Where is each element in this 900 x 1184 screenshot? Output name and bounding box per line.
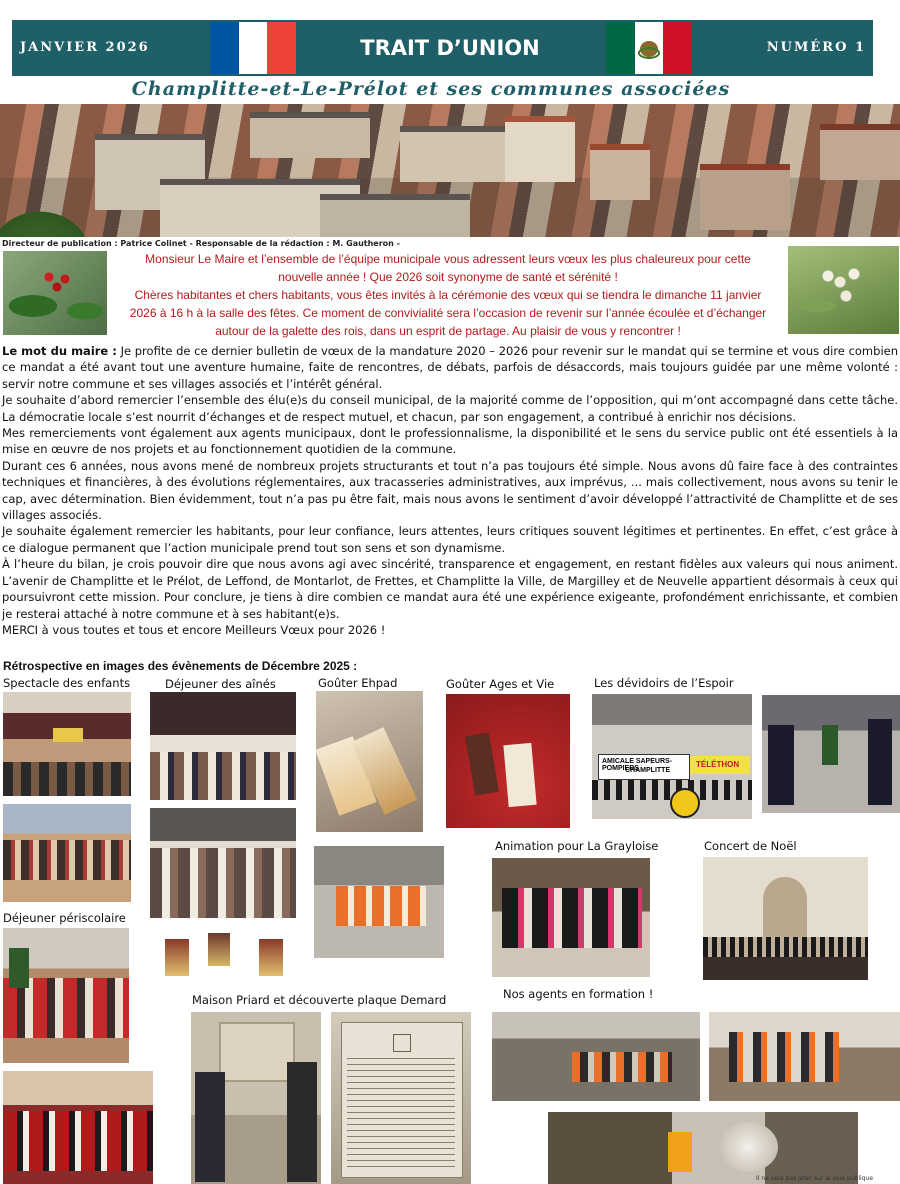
caption-gouter-ehpad: Goûter Ehpad <box>318 676 398 690</box>
photo-gouter-ages-logs <box>446 694 570 828</box>
caption-devidoirs: Les dévidoirs de l’Espoir <box>594 676 734 690</box>
caption-gouter-ages: Goûter Ages et Vie <box>446 677 555 691</box>
newsletter-title: TRAIT D’UNION <box>360 36 540 60</box>
mayor-paragraph: À l’heure du bilan, je crois pouvoir dire que nous avons agi avec sincérité, transparence et engagement, en restant fidèles aux valeurs qui nous animent. L’avenir de Champlitte et le Prélot, de Leffond, de Montarlot, de Frettes, et Champlitte la Ville, de Margilley et de Neuvelle appartient désormais à ceux qui poursuivront cette mission. Pour conclure, je tiens à dire combien ce mandat aura été une expérience exigeante, profondément enrichissante, et combien je resterai attaché à notre commune et à ses habitant(e)s. <box>2 557 898 621</box>
issue-number: NUMÉRO 1 <box>766 40 866 55</box>
photo-dejeuner-aines-stage <box>150 692 296 800</box>
newsletter-subtitle: Champlitte-et-Le-Prélot et ses communes associées <box>131 78 731 100</box>
caption-agents: Nos agents en formation ! <box>503 987 654 1001</box>
mayor-paragraph: Mes remerciements vont également aux agents municipaux, dont le professionnalisme, la disponibilité et le sens du service public ont été essentiels à la mise en œuvre de nos projets et au fonctionnement quotidien de la commune. <box>2 426 898 457</box>
photo-thumbnail <box>165 939 189 976</box>
mayor-paragraph <box>2 343 898 392</box>
retrospective-heading: Rétrospective en images des évènements de Décembre 2025 : <box>3 659 358 673</box>
greeting-line: Chères habitantes et chers habitants, vous êtes invités à la cérémonie des vœux qui se tiendra le dimanche 11 janvier <box>134 288 762 302</box>
caption-periscolaire: Déjeuner périscolaire <box>3 911 126 925</box>
amicale-banner-subtext: CHAMPLITTE <box>625 767 671 774</box>
french-flag-icon <box>210 22 296 74</box>
holly-photo <box>3 251 107 335</box>
photo-agents-formation-1 <box>492 1012 700 1101</box>
mayor-message <box>2 343 898 638</box>
caption-grayloise: Animation pour La Grayloise <box>495 839 659 853</box>
mexican-flag-icon <box>606 22 692 74</box>
greeting-line: Monsieur Le Maire et l’ensemble de l’équipe municipale vous adressent leurs vœux les plus chaleureux pour cette <box>145 252 751 266</box>
photo-spectacle-stage <box>3 692 131 796</box>
mexican-coat-of-arms-icon <box>635 22 664 74</box>
mayor-paragraph: Durant ces 6 années, nous avons mené de nombreux projets structurants et tout n’a pas toujours été simple. Nous avons dû faire face à des contraintes techniques et financières, à des évolutions réglementaires, aux tracasseries administratives, aux imprévus, ... mais collectivement, nous avons su tenir le cap, avec détermination. Bien évidemment, tout n’a pas pu être fait, mais nous avons le sentiment d’avoir développé l’attractivité de Champlitte et de ses villages associés. <box>2 458 898 523</box>
photo-dejeuner-aines-tables <box>150 808 296 918</box>
greeting-message <box>112 250 784 340</box>
photo-periscolaire-santa <box>3 1071 153 1184</box>
aerial-town-photo <box>0 104 900 237</box>
publication-credits: Directeur de publication : Patrice Colinet - Responsable de la rédaction : M. Gautheron - <box>2 239 400 248</box>
mayor-paragraph: Je souhaite également remercier les habitants, pour leur confiance, leurs attentes, leurs critiques souvent légitimes et pertinentes. En effet, c’est grâce à ce dialogue permanent que l’action municipale prend tout son sens et son dynamisme. <box>2 524 898 555</box>
photo-grayloise <box>492 858 650 977</box>
mayor-paragraph: Je souhaite d’abord remercier l’ensemble des élu(e)s du conseil municipal, de la majorité comme de l’opposition, qui m’ont accompagné dans cette tâche. La démocratie locale s’est nourrit d’échanges et de respect mutuel, et chacun, par son engagement, a contribué à enrichir nos décisions. <box>2 393 898 424</box>
photo-plaque-demard <box>331 1012 471 1184</box>
photo-thumbnail <box>259 939 283 976</box>
mayor-message-heading: Le mot du maire : <box>2 344 117 358</box>
photo-gouter-ehpad-cakes <box>316 691 423 832</box>
issue-date: JANVIER 2026 <box>20 40 150 55</box>
photo-agents-fire-exercise <box>548 1112 858 1184</box>
photo-devidoirs-firefighters <box>762 695 900 813</box>
caption-spectacle: Spectacle des enfants <box>3 676 131 690</box>
caption-dejeuner-aines: Déjeuner des aînés <box>165 677 276 691</box>
photo-thumbnail <box>208 933 230 966</box>
photo-periscolaire <box>3 928 129 1063</box>
greeting-line: 2026 à 16 h à la salle des fêtes. Ce moment de convivialité sera l’occasion de revenir sur l’année écoulée et d’échanger <box>129 306 767 320</box>
telethon-banner-text: TÉLÉTHON <box>696 760 740 769</box>
photo-concert-church <box>703 857 868 980</box>
mayor-paragraph: MERCI à vous toutes et tous et encore Meilleurs Vœux pour 2026 ! <box>2 622 386 637</box>
photo-gouter-ehpad-tray <box>314 846 444 958</box>
amicale-banner-text: AMICALE SAPEURS-POMPIERS <box>602 758 673 772</box>
photo-spectacle-audience <box>3 804 131 902</box>
caption-priard: Maison Priard et découverte plaque Demard <box>192 993 447 1007</box>
caption-concert: Concert de Noël <box>704 839 797 853</box>
photo-devidoirs-group <box>592 694 752 819</box>
mayor-paragraph-text: Je profite de ce dernier bulletin de vœux de la mandature 2020 – 2026 pour revenir sur le mandat qui se termine et vous dire combien ce mandat a été avant tout une aventure humaine, faite de rencontres, de débats, parfois de désaccords, mais toujours guidée par une même volonté : servir notre commune et ses villages associés et l’intérêt général. <box>2 344 898 391</box>
greeting-line: autour de la galette des rois, dans un esprit de partage. Au plaisir de vous y rencontrer ! <box>215 324 681 338</box>
mistletoe-photo <box>788 246 899 334</box>
greeting-line: nouvelle année ! Que 2026 soit synonyme de santé et sérénité ! <box>278 270 618 284</box>
photo-maison-priard <box>191 1012 321 1184</box>
recycling-notice: Il ne sera pas jeter sur la voie publique <box>756 1175 874 1182</box>
photo-agents-formation-2 <box>709 1012 900 1101</box>
